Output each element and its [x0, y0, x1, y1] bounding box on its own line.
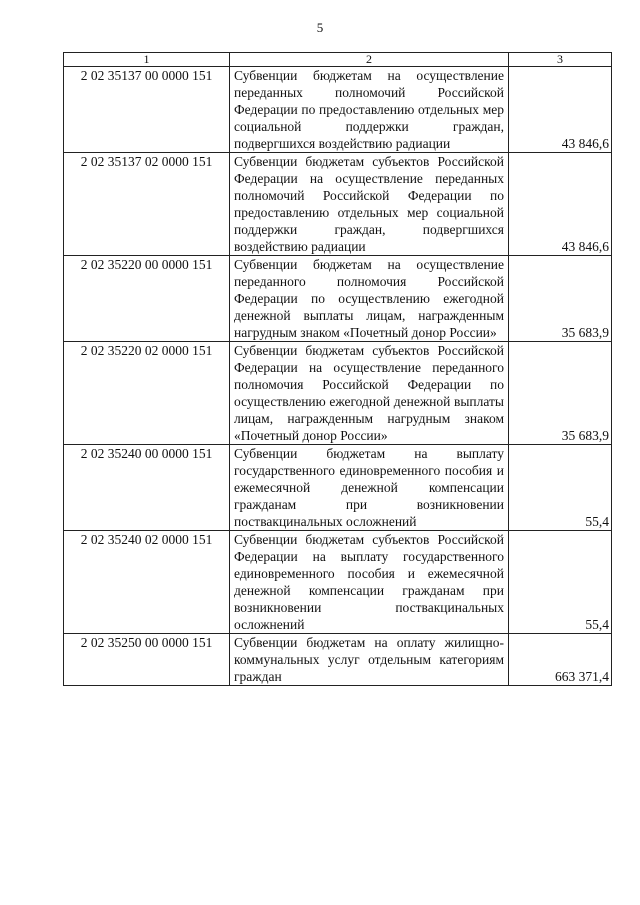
- budget-code: 2 02 35137 00 0000 151: [64, 67, 230, 153]
- table-row: [64, 445, 612, 531]
- table-row: [64, 256, 612, 342]
- table-header-row: [64, 53, 612, 67]
- budget-code: 2 02 35220 00 0000 151: [64, 256, 230, 342]
- budget-code: 2 02 35250 00 0000 151: [64, 634, 230, 686]
- budget-code: 2 02 35220 02 0000 151: [64, 342, 230, 445]
- budget-description: Субвенции бюджетам на оплату жилищно-коммунальных услуг отдельным категориям граждан: [230, 634, 509, 686]
- table-row: [64, 342, 612, 445]
- budget-description: Субвенции бюджетам на выплату государственного единовременного пособия и ежемесячной денежной компенсации гражданам при возникновении поствакцинальных осложнений: [230, 445, 509, 531]
- column-header-1: 1: [64, 53, 230, 67]
- table-row: [64, 153, 612, 256]
- budget-code: 2 02 35240 00 0000 151: [64, 445, 230, 531]
- budget-amount: 663 371,4: [509, 634, 612, 686]
- budget-description: Субвенции бюджетам субъектов Российской Федерации на осуществление переданного полномочия Российской Федерации по осуществлению ежегодной денежной выплаты лицам, награжденным нагрудным знаком «Почетный донор России»: [230, 342, 509, 445]
- page-number: 5: [316, 20, 324, 35]
- budget-amount: 43 846,6: [509, 67, 612, 153]
- budget-amount: 55,4: [509, 445, 612, 531]
- budget-amount: 55,4: [509, 531, 612, 634]
- budget-description: Субвенции бюджетам на осуществление переданного полномочия Российской Федерации по осуществлению ежегодной денежной выплаты лицам, награжденным нагрудным знаком «Почетный донор России»: [230, 256, 509, 342]
- budget-description: Субвенции бюджетам субъектов Российской Федерации на осуществление переданных полномочий Российской Федерации по предоставлению отдельных мер социальной поддержки граждан, подвергшихся воздействию радиации: [230, 153, 509, 256]
- column-header-3: 3: [509, 53, 612, 67]
- budget-description: Субвенции бюджетам субъектов Российской Федерации на выплату государственного единовременного пособия и ежемесячной денежной компенсации гражданам при возникновении поствакцинальных осложнений: [230, 531, 509, 634]
- budget-table: [63, 52, 612, 686]
- budget-code: 2 02 35240 02 0000 151: [64, 531, 230, 634]
- budget-amount: 43 846,6: [509, 153, 612, 256]
- table-row: [64, 531, 612, 634]
- table-row: [64, 67, 612, 153]
- budget-amount: 35 683,9: [509, 342, 612, 445]
- budget-code: 2 02 35137 02 0000 151: [64, 153, 230, 256]
- budget-amount: 35 683,9: [509, 256, 612, 342]
- budget-description: Субвенции бюджетам на осуществление переданных полномочий Российской Федерации по предоставлению отдельных мер социальной поддержки граждан, подвергшихся воздействию радиации: [230, 67, 509, 153]
- table-row: [64, 634, 612, 686]
- column-header-2: 2: [230, 53, 509, 67]
